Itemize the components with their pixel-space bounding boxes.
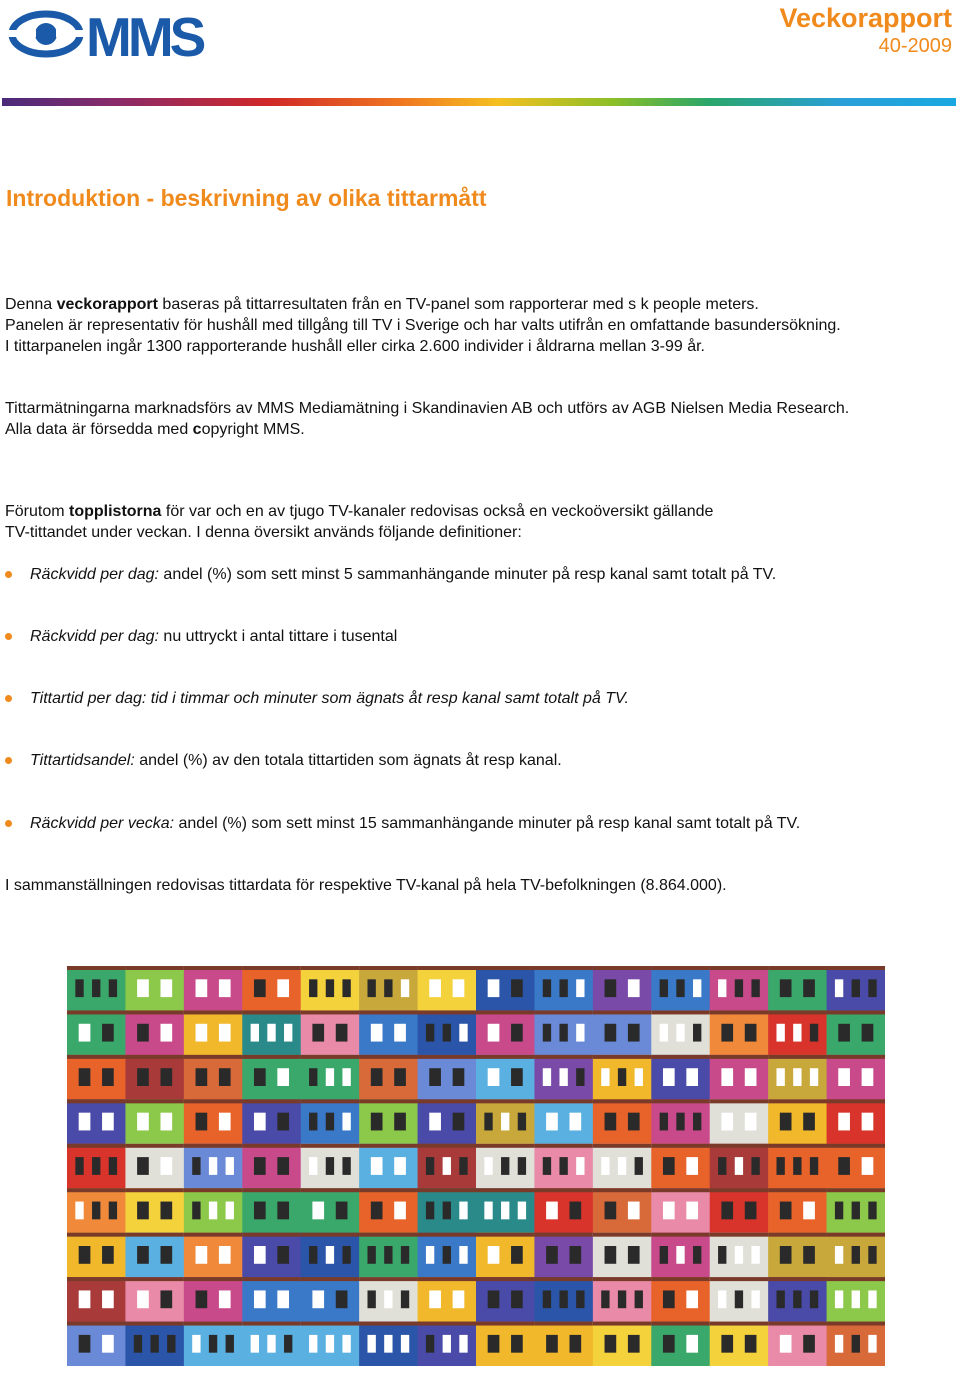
logo-wordmark: MMS <box>86 8 203 60</box>
paragraph-3-line-1: Förutom topplistorna för var och en av tjugo TV-kanaler redovisas också en veckoöversikt gällande <box>5 503 714 520</box>
paragraph-2-line-1: Tittarmätningarna marknadsförs av MMS Mediamätning i Skandinavien AB och utförs av AGB Nielsen Media Research. <box>5 400 850 417</box>
eye-logo-icon <box>8 14 84 54</box>
bullet-icon <box>5 820 12 827</box>
intro-heading: Introduktion - beskrivning av olika tittarmått <box>6 185 487 211</box>
definition-term: Tittartid per dag: tid i timmar och minuter som ägnats åt resp kanal samt totalt på TV. <box>30 690 629 707</box>
definition-term: Räckvidd per vecka: <box>30 815 175 832</box>
bullet-icon <box>5 757 12 764</box>
report-week: 40-2009 <box>878 35 952 57</box>
mms-logo <box>6 8 224 60</box>
definition-term: Räckvidd per dag: <box>30 566 159 583</box>
definition-term: Tittartidsandel: <box>30 752 135 769</box>
definition-term: Räckvidd per dag: <box>30 628 159 645</box>
colorful-houses-image <box>67 966 885 1366</box>
summary-text: I sammanställningen redovisas tittardata för respektive TV-kanal på hela TV-befolkningen (8.864.000). <box>5 877 727 894</box>
paragraph-1-line-3: I tittarpanelen ingår 1300 rapporterande hushåll eller cirka 2.600 individer i åldrarna mellan 3-99 år. <box>5 338 705 355</box>
rainbow-divider <box>2 98 956 106</box>
report-title: Veckorapport <box>779 3 952 33</box>
bullet-icon <box>5 571 12 578</box>
paragraph-1-line-1: Denna veckorapport baseras på tittarresultaten från en TV-panel som rapporterar med s k people meters. <box>5 296 759 313</box>
paragraph-2-line-2: Alla data är försedda med copyright MMS. <box>5 421 305 438</box>
bullet-icon <box>5 633 12 640</box>
paragraph-3-line-2: TV-tittandet under veckan. I denna översikt används följande definitioner: <box>5 524 522 541</box>
topplistorna-bold: topplistorna <box>69 503 162 520</box>
bullet-icon <box>5 695 12 702</box>
paragraph-1-line-2: Panelen är representativ för hushåll med tillgång till TV i Sverige och har valts utifrån en omfattande basundersökning. <box>5 317 841 334</box>
veckorapport-bold: veckorapport <box>56 296 158 313</box>
